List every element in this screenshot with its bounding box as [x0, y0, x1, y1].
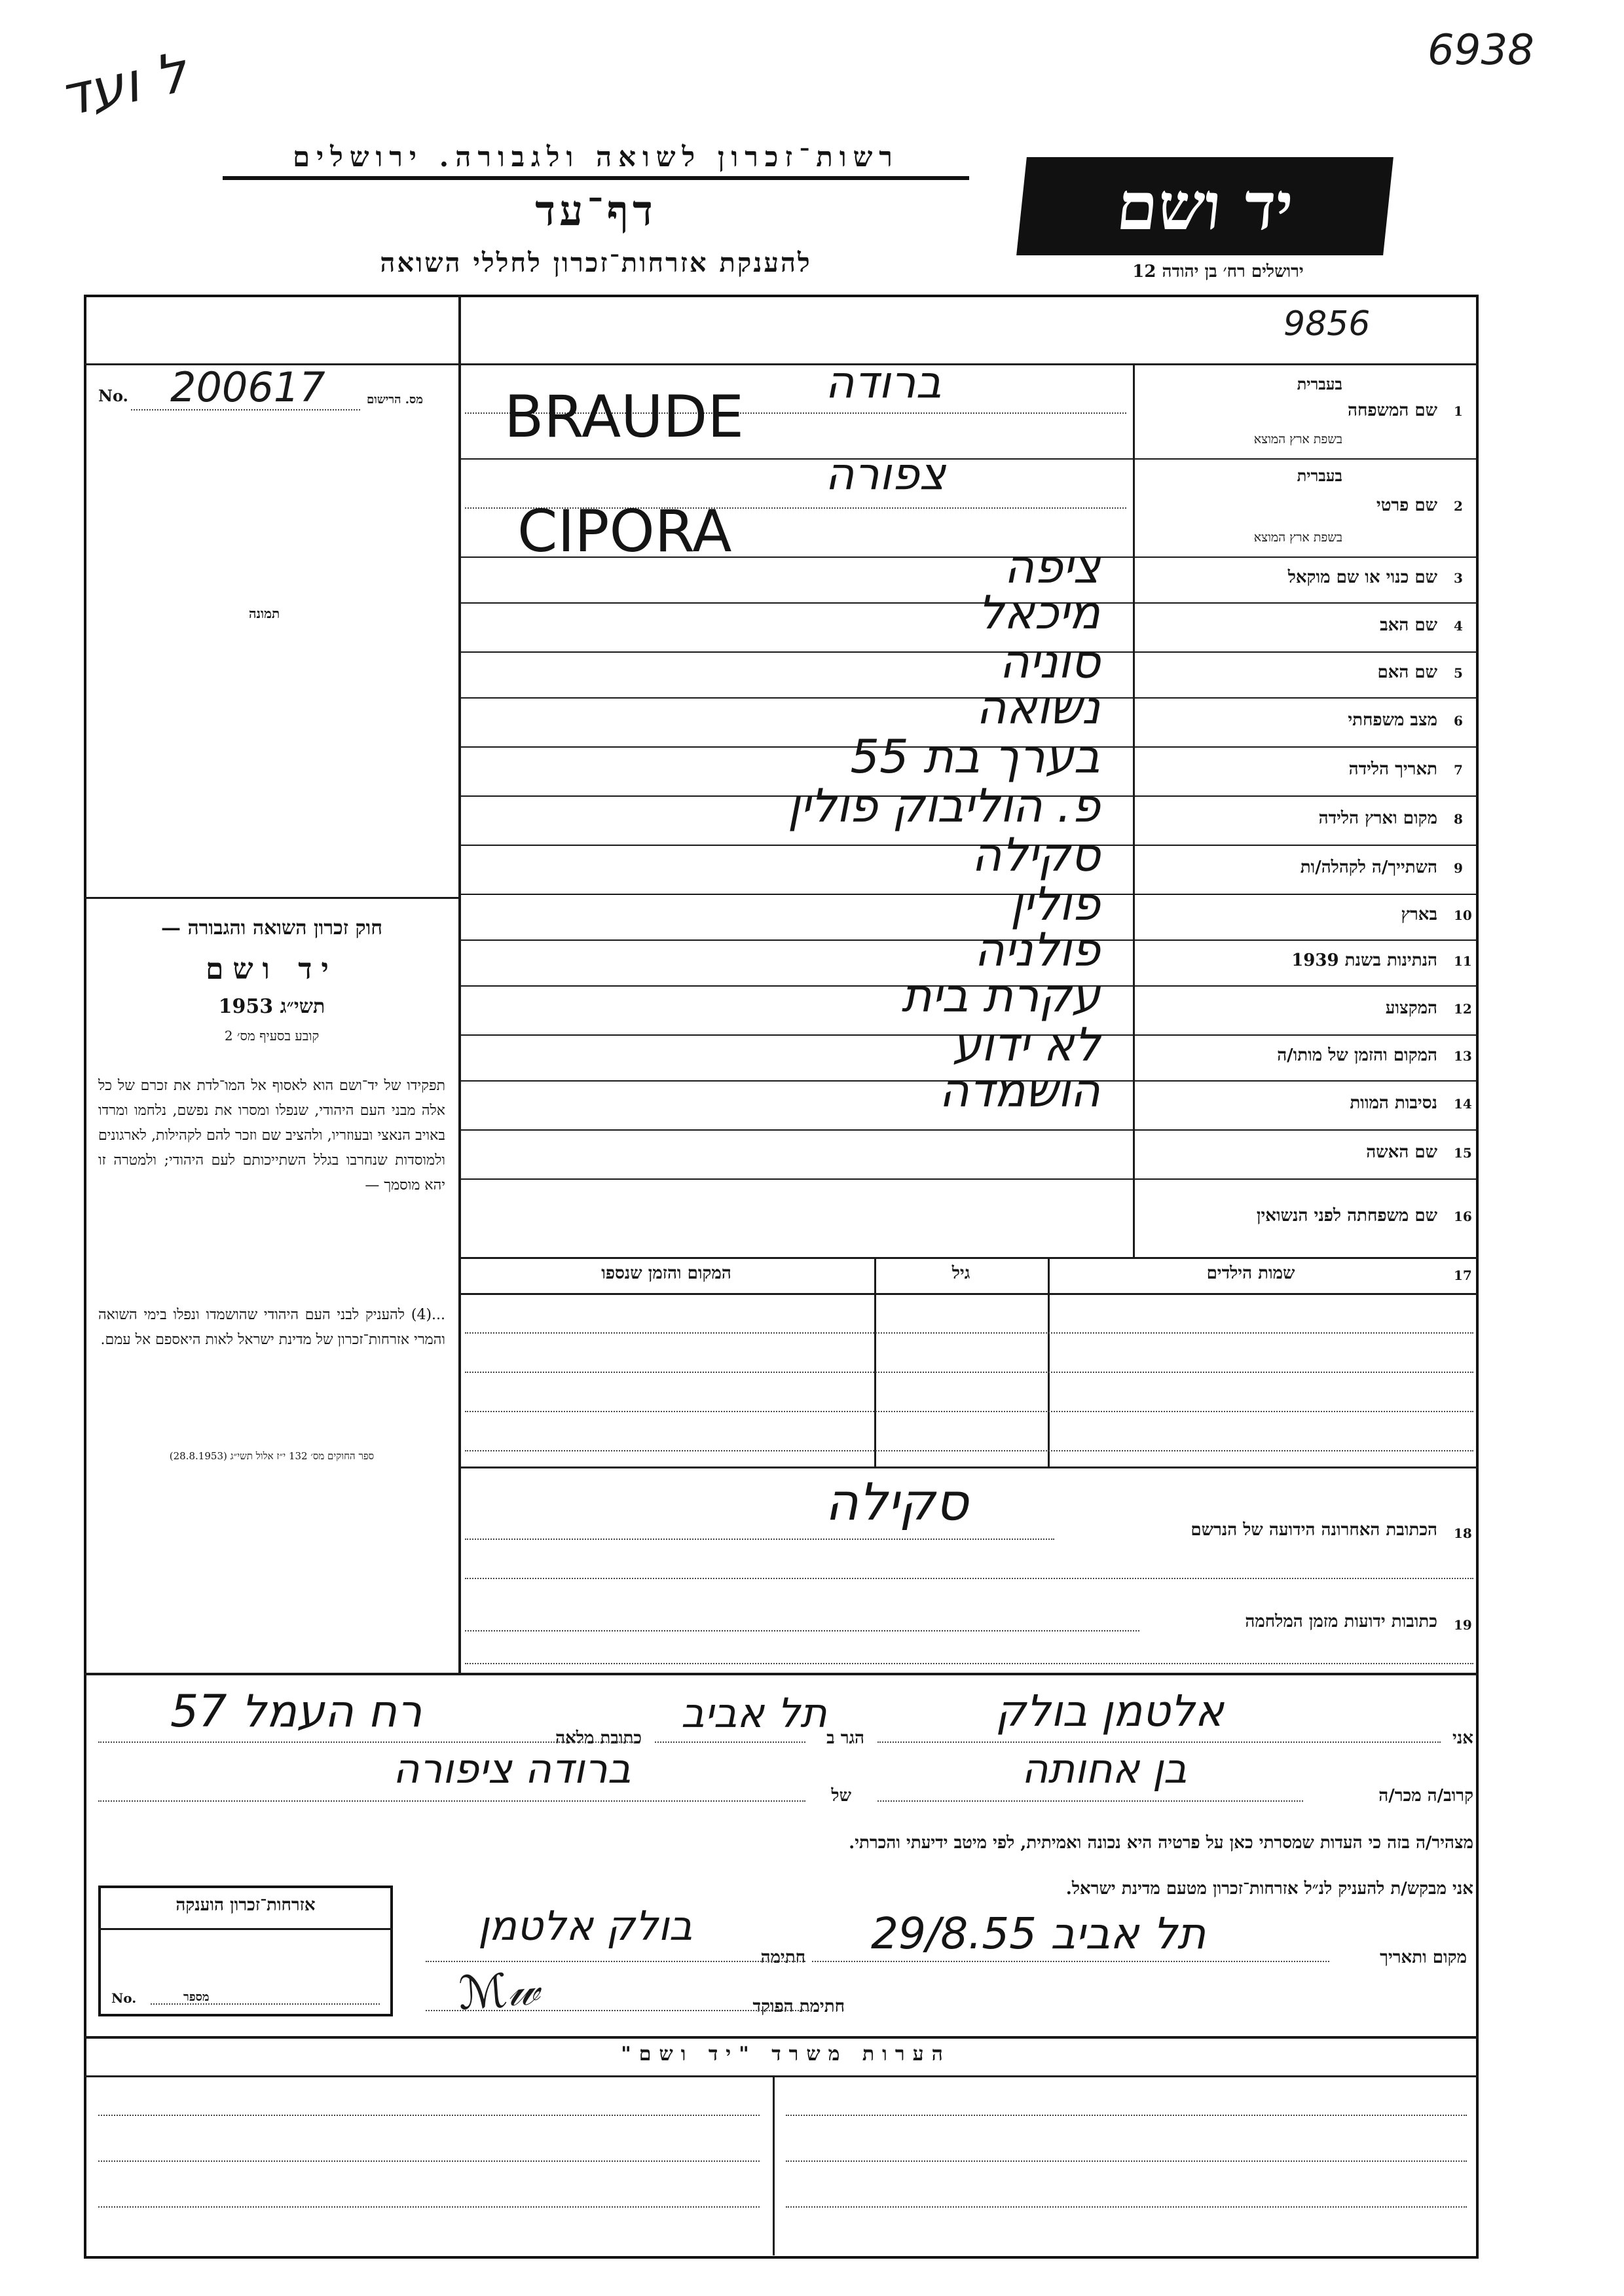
field-18-num: 18 [1454, 1525, 1472, 1541]
photo-label: תמונה [249, 606, 280, 621]
field-3-num: 3 [1454, 570, 1463, 586]
decl-relative-value: בן אחותה [1022, 1745, 1187, 1793]
decl-full-address-value: רח העמל 57 [170, 1686, 422, 1738]
field-2-label: שם פרטי [1376, 496, 1437, 515]
field-19-num: 19 [1454, 1617, 1472, 1633]
field-19-label: כתובות ידועות מזמן המלחמה [1245, 1612, 1437, 1631]
decl-of-value: ברודה ציפורה [393, 1745, 631, 1793]
field-18-label: הכתובת האחרונה הידועה של הנרשם [1190, 1520, 1437, 1540]
field-12-label: המקצוע [1385, 998, 1437, 1018]
field-8-value: פ. הוליבוק פולין [787, 779, 1100, 833]
stamp-title: אזרחות־זכרון הוענקה [175, 1895, 316, 1915]
field-4-value: מיכאל [978, 586, 1100, 640]
field-2-num: 2 [1454, 498, 1463, 514]
margin-note-number: 6938 [1428, 26, 1534, 75]
col-place-header: המקום והזמן שנספו [601, 1264, 731, 1283]
field-13-label: המקום והזמן של מותו/ה [1277, 1046, 1437, 1065]
field-2-value-latin: CIPORA [517, 498, 732, 565]
field-13-num: 13 [1454, 1048, 1472, 1064]
field-1-value-latin: BRAUDE [504, 383, 744, 450]
field-16-label: שם משפחתה לפני הנשואין [1256, 1206, 1437, 1226]
field-17-num: 17 [1454, 1267, 1472, 1283]
field-8-num: 8 [1454, 811, 1463, 827]
field-12-value: עקרת בית [901, 969, 1100, 1023]
field-9-value: סקילה [971, 828, 1100, 882]
decl-i-label: אני [1452, 1728, 1473, 1748]
field-10-label: בארץ [1401, 905, 1437, 924]
decl-statement-1: מצהיר/ה בזה כי העדות שמסרתי כאן על פרטיה היא נכונה ואמיתית, לפי מיטב ידיעתי והכרתי. [849, 1833, 1473, 1853]
field-4-label: שם האב [1380, 615, 1437, 635]
field-11-num: 11 [1454, 953, 1472, 969]
decl-full-address-label: כתובת מלאה [555, 1728, 642, 1748]
field-3-value: ציפה [1004, 540, 1100, 594]
reg-no-value: 200617 [170, 363, 325, 411]
field-7-num: 7 [1454, 762, 1463, 778]
decl-resides-value: תל אביב [681, 1689, 827, 1737]
field-10-value: פולין [1010, 877, 1100, 931]
field-8-label: מקום וארץ הלידה [1318, 809, 1437, 828]
field-3-label: שם כנוי או שם מוקאל [1287, 568, 1437, 587]
decl-relative-label: קרוב/ה מכר/ה [1378, 1786, 1473, 1806]
field-6-value: נשואה [976, 681, 1100, 735]
field-14-label: נסיבות המוות [1350, 1093, 1437, 1113]
law-clause: קובע בסעיף מס׳ 2 [224, 1028, 320, 1044]
law-year: תשי״ג 1953 [218, 995, 325, 1018]
law-item4: ...(4) להעניק לבני העם היהודי שהושמדו ונפלו בימי השואה והמרי אזרחות־זכרון של מדינת ישראל לאות היאספם אל עמם. [98, 1307, 445, 1348]
page-subtitle: להענקת אזרחות־זכרון לחללי השואה [380, 247, 812, 278]
field-1-value-hebrew: ברודה [825, 357, 942, 409]
signature-value: בולק אלטמן [478, 1902, 693, 1950]
serial-number: 9856 [1283, 304, 1371, 344]
field-2-value-hebrew: צפורה [825, 448, 946, 500]
field-9-num: 9 [1454, 860, 1463, 876]
field-6-num: 6 [1454, 713, 1463, 729]
law-title: חוק זכרון השואה והגבורה — [161, 917, 382, 939]
field-10-num: 10 [1454, 907, 1472, 923]
field-5-label: שם האם [1377, 663, 1437, 682]
field-2-sub-top: בעברית [1297, 466, 1342, 485]
field-2-sub-bottom: בשפת ארץ המוצא [1253, 530, 1342, 545]
yad-vashem-logo: יד ושם [1016, 157, 1393, 255]
field-9-label: השתייך/ה לקהלה/ות [1300, 858, 1437, 877]
field-4-num: 4 [1454, 618, 1463, 634]
law-name: יד ושם [206, 953, 338, 986]
field-1-sub-bottom: בשפת ארץ המוצא [1253, 432, 1342, 446]
law-footnote: ספר החוקים מס׳ 132 י״ז אלול תשי״ג (28.8.1953) [169, 1450, 375, 1462]
field-15-label: שם האשה [1366, 1142, 1437, 1162]
field-1-num: 1 [1454, 403, 1463, 419]
field-13-value: לא ידוע [952, 1018, 1100, 1072]
field-11-label: הנתינות בשנת 1939 [1291, 951, 1437, 970]
officer-signature: ℳ𝓌 [456, 1961, 542, 2021]
place-date-label: מקום ותאריך [1380, 1948, 1467, 1967]
col-age-header: גיל [951, 1264, 970, 1283]
decl-resides-label: הגר ב [826, 1728, 864, 1748]
signature-label: חתימה [760, 1948, 805, 1967]
stamp-number-label: מספר [183, 1990, 210, 2004]
field-12-num: 12 [1454, 1001, 1472, 1017]
field-1-sub-top: בעברית [1297, 374, 1342, 393]
field-7-label: תאריך הלידה [1348, 759, 1437, 779]
field-5-value: סוניה [999, 635, 1100, 689]
address: ירושלים רח׳ בן יהודה 12 [1132, 262, 1304, 282]
field-16-num: 16 [1454, 1209, 1472, 1224]
field-5-num: 5 [1454, 665, 1463, 681]
field-7-value: בערך בת 55 [850, 730, 1100, 784]
margin-note-top-left: ל ועד [53, 39, 193, 130]
place-date-value: תל אביב 29/8.55 [871, 1908, 1206, 1959]
col-names-header: שמות הילדים [1206, 1264, 1295, 1283]
field-6-label: מצב משפחתי [1348, 710, 1437, 730]
field-14-value: הושמדה [939, 1064, 1100, 1118]
reg-no-prefix: No. [98, 386, 128, 405]
page-title: דף־עד [535, 187, 657, 236]
field-15-num: 15 [1454, 1145, 1472, 1161]
decl-i-value: אלטמן בולק [995, 1686, 1224, 1736]
officer-label: חתימת הפוקד [752, 1997, 845, 2016]
stamp-no-label: No. [111, 1990, 137, 2006]
office-notes-title: הערות משרד "יד ושם" [621, 2043, 951, 2066]
authority-title: רשות־זכרון לשואה ולגבורה. ירושלים [223, 141, 969, 180]
reg-label: מס. הרישום [367, 393, 423, 407]
decl-statement-2: אני מבקש/ת להעניק לנ״ל אזרחות־זכרון מטעם מדינת ישראל. [1065, 1879, 1473, 1899]
field-14-num: 14 [1454, 1096, 1472, 1112]
field-11-value: פולניה [974, 923, 1100, 977]
decl-of-label: של [831, 1786, 851, 1806]
law-body: תפקידו של יד־ושם הוא לאסוף אל המו־לדת את זכרם של כל אלה מבני העם היהודי, שנפלו ומסרו את נפשם, נלחמו ומרדו באויב הנאצי ובעוזריו, ולהציב שם וזכר להם לקהילות, לארגונים ולמוסדות שנחרבו בגלל השתייכותם לעם היהודי; ולמטרה זו יהא מוסמך — [98, 1078, 445, 1194]
field-18-value: סקילה [825, 1473, 969, 1532]
field-1-label: שם המשפחה [1348, 401, 1437, 420]
